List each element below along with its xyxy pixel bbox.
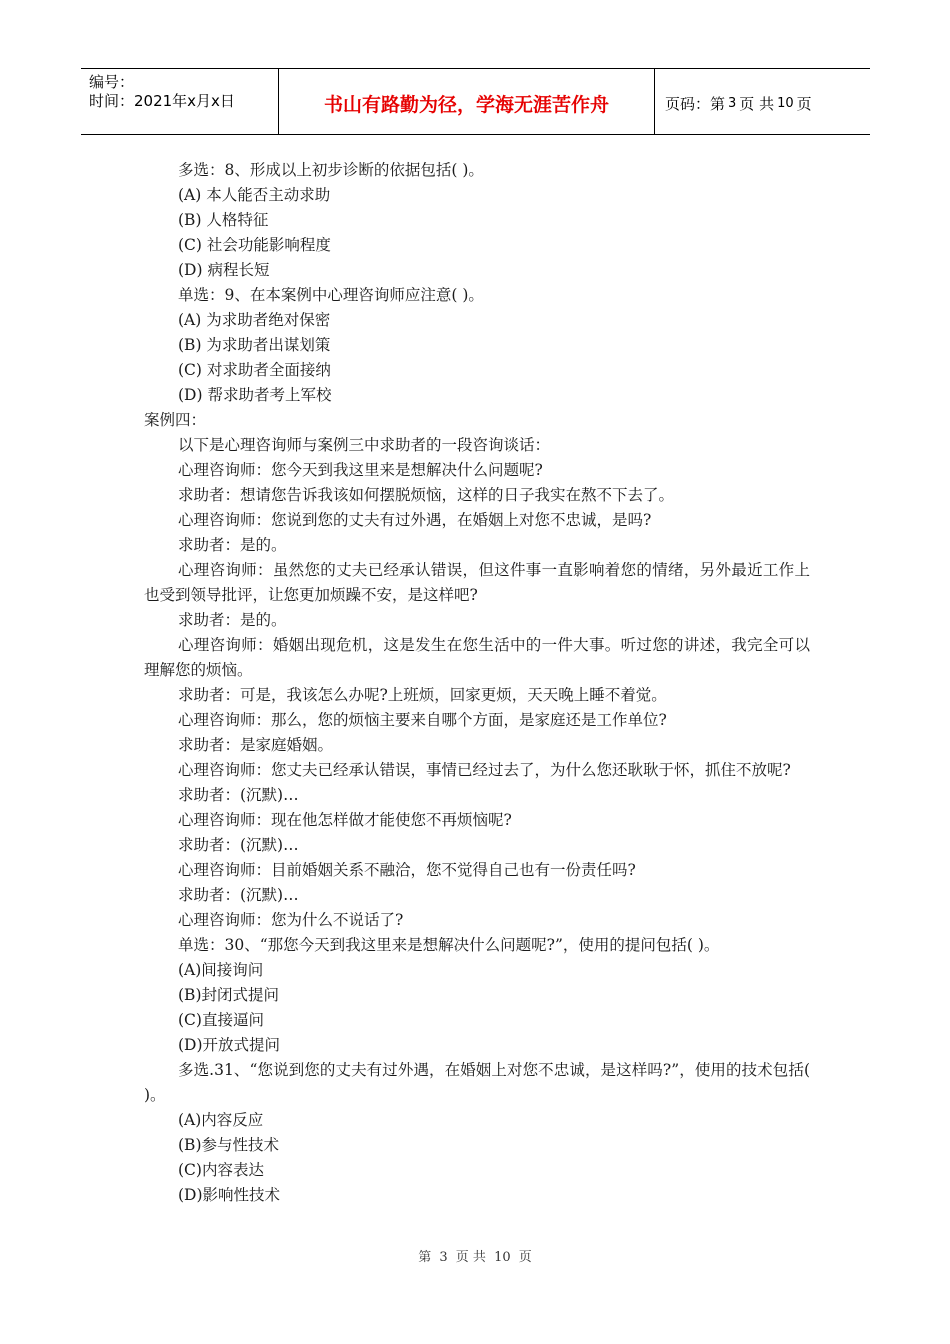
- page-label-pre: 页码：第: [665, 95, 726, 113]
- dialogue-line: 心理咨询师：您丈夫已经承认错误，事情已经过去了，为什么您还耿耿于怀，抓住不放呢?: [178, 761, 791, 779]
- question-option: (A)内容反应: [178, 1111, 264, 1129]
- case-intro: 以下是心理咨询师与案例三中求助者的一段咨询谈话：: [178, 436, 551, 454]
- footer-page-number: 3: [439, 1250, 448, 1265]
- header-motto: 书山有路勤为径，学海无涯苦作舟: [279, 69, 655, 134]
- footer-mid: 页 共: [455, 1250, 486, 1265]
- question-option: (A) 本人能否主动求助: [178, 186, 331, 204]
- question-option: (A)间接询问: [178, 961, 264, 979]
- page-number: 3: [728, 96, 737, 111]
- dialogue-line: 心理咨询师：现在他怎样做才能使您不再烦恼呢?: [178, 811, 512, 829]
- dialogue-line: 求助者：(沉默)…: [178, 786, 299, 804]
- question-option: (D) 病程长短: [178, 261, 270, 279]
- question-option: (C)直接逼问: [178, 1011, 264, 1029]
- dialogue-line: 心理咨询师：那么，您的烦恼主要来自哪个方面，是家庭还是工作单位?: [178, 711, 667, 729]
- question-option: (A) 为求助者绝对保密: [178, 311, 331, 329]
- question-stem: 单选：9、在本案例中心理咨询师应注意( )。: [178, 286, 484, 304]
- page-label-mid: 页 共: [739, 95, 775, 113]
- header-page-info: [655, 69, 870, 134]
- question-stem: 多选.31、“您说到您的丈夫有过外遇，在婚姻上对您不忠诚，是这样吗?”，使用的技术包括( )。: [144, 1061, 810, 1104]
- question-option: (D) 帮求助者考上军校: [178, 386, 332, 404]
- dialogue-line: 求助者：是的。: [178, 611, 287, 629]
- dialogue-line: 求助者：(沉默)…: [178, 886, 299, 904]
- dialogue-line: 求助者：(沉默)…: [178, 836, 299, 854]
- question-option: (D)开放式提问: [178, 1036, 281, 1054]
- page-header: [81, 68, 870, 135]
- question-option: (C) 社会功能影响程度: [178, 236, 331, 254]
- question-option: (B) 为求助者出谋划策: [178, 336, 331, 354]
- dialogue-line: 求助者：是家庭婚姻。: [178, 736, 334, 754]
- dialogue-line: 心理咨询师：您说到您的丈夫有过外遇，在婚姻上对您不忠诚，是吗?: [178, 511, 652, 529]
- document-body: [144, 158, 810, 1208]
- dialogue-line: 求助者：可是，我该怎么办呢?上班烦，回家更烦，天天晚上睡不着觉。: [178, 686, 667, 704]
- page-total: 10: [777, 96, 794, 111]
- dialogue-line: 求助者：是的。: [178, 536, 287, 554]
- question-option: (D)影响性技术: [178, 1186, 281, 1204]
- dialogue-line: 求助者：想请您告诉我该如何摆脱烦恼，这样的日子我实在熬不下去了。: [178, 486, 675, 504]
- case-title: 案例四：: [144, 411, 207, 429]
- page-footer: [0, 1246, 950, 1265]
- date-label: 时间：2021年x月x日: [89, 92, 235, 110]
- question-stem: 单选：30、“那您今天到我这里来是想解决什么问题呢?”，使用的提问包括( )。: [178, 936, 720, 954]
- footer-page-total: 10: [494, 1250, 511, 1265]
- serial-label: 编号：: [89, 73, 135, 91]
- page-label-post: 页: [796, 95, 812, 113]
- question-option: (B) 人格特征: [178, 211, 269, 229]
- question-option: (C)内容表达: [178, 1161, 264, 1179]
- header-meta: [81, 69, 279, 134]
- question-option: (B)参与性技术: [178, 1136, 279, 1154]
- dialogue-line: 心理咨询师：虽然您的丈夫已经承认错误，但这件事一直影响着您的情绪，另外最近工作上也受到领导批评，让您更加烦躁不安，是这样吧?: [144, 561, 810, 604]
- footer-pre: 第: [418, 1250, 432, 1265]
- question-option: (C) 对求助者全面接纳: [178, 361, 331, 379]
- question-option: (B)封闭式提问: [178, 986, 279, 1004]
- question-stem: 多选：8、形成以上初步诊断的依据包括( )。: [178, 161, 484, 179]
- dialogue-line: 心理咨询师：您今天到我这里来是想解决什么问题呢?: [178, 461, 543, 479]
- dialogue-line: 心理咨询师：您为什么不说话了?: [178, 911, 404, 929]
- dialogue-line: 心理咨询师：婚姻出现危机，这是发生在您生活中的一件大事。听过您的讲述，我完全可以理解您的烦恼。: [144, 636, 810, 679]
- footer-post: 页: [518, 1250, 532, 1265]
- dialogue-line: 心理咨询师：目前婚姻关系不融洽，您不觉得自己也有一份责任吗?: [178, 861, 636, 879]
